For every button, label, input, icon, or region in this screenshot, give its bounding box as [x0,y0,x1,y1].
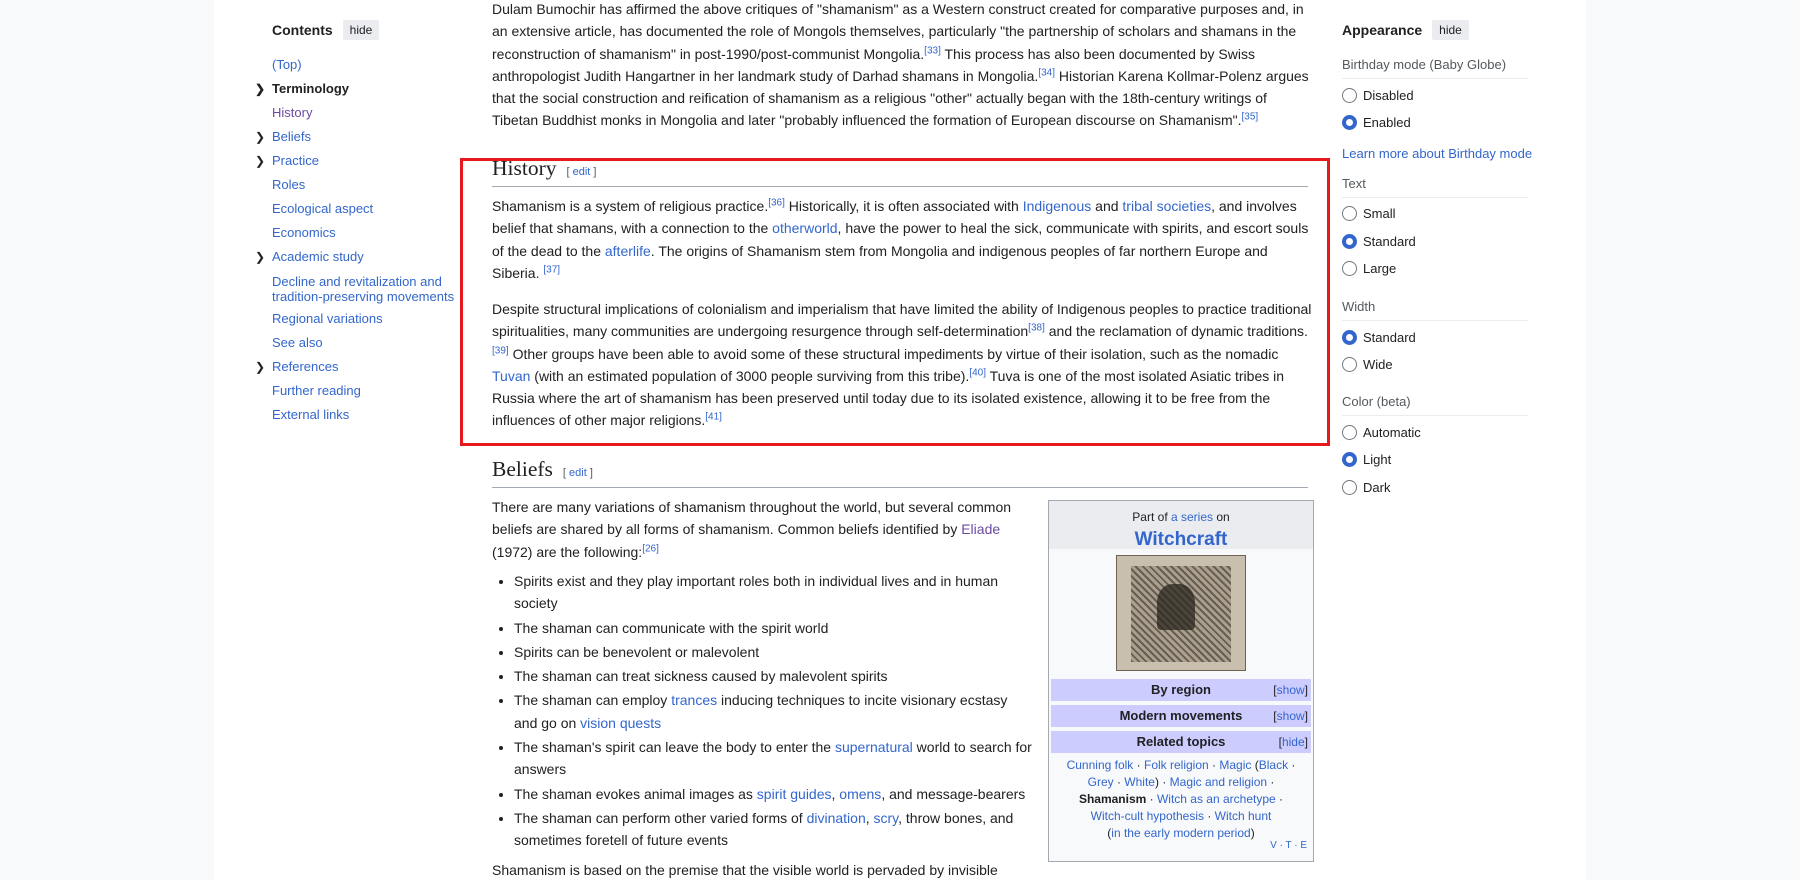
citation-38[interactable]: [38] [1028,322,1045,334]
citation-37[interactable]: [37] [543,264,561,276]
text: The shaman's spirit can leave the body to enter the [514,739,835,756]
toc-item-label: References [272,359,339,374]
toc-item-academic-study[interactable] [255,249,364,264]
toc-item-label: Practice [272,153,319,168]
intro-paragraph [492,0,1316,132]
toc-item-label: Beliefs [272,129,312,144]
row-label: Modern movements [1119,707,1243,723]
toc-header [272,20,379,40]
text: Dulam Bumochir has affirmed the above critiques of "shamanism" as a Western construct created for comparative purposes and, in an extensive article, has documented the role of Mongols themselves, particularly "the partnership of scholars and shamans in the reconstruction of shamanism" in post-1990/post-communist Mongolia. [492,1,1304,62]
list-item [514,783,1034,805]
citation-41[interactable]: [41] [705,411,722,423]
learn-more-link[interactable]: Learn more about Birthday mode [1342,146,1533,161]
list-item [514,807,1034,852]
list-item: • The shaman can treat sickness caused by malevolent spirits [514,665,1034,687]
radio-width-standard[interactable] [1342,330,1416,345]
toc-item-roles[interactable]: Roles [272,177,306,192]
page [214,0,1586,880]
toc-item-external-links[interactable]: External links [272,407,350,422]
link-afterlife[interactable]: afterlife [604,242,651,259]
toc-item-terminology[interactable] [255,81,350,96]
link-supernatural[interactable]: supernatural [834,739,913,756]
text: , throw bones, and sometimes foretell of future events [514,809,1014,849]
radio-label: Small [1363,206,1396,221]
radio-label: Disabled [1363,88,1414,103]
radio-icon[interactable] [1342,206,1357,221]
appearance-header [1342,20,1469,40]
toc-item-economics[interactable]: Economics [272,225,336,240]
link-tuvan[interactable]: Tuvan [492,367,531,384]
citation-36[interactable]: [36] [768,197,785,209]
beliefs-list [514,570,1034,854]
radio-label: Standard [1363,234,1416,249]
radio-icon[interactable] [1342,88,1357,103]
toc-item-decline[interactable]: Decline and revitalization and tradition-preserving movements [272,274,455,304]
list-item [514,689,1034,734]
divider [1342,320,1528,321]
text: The shaman can perform other varied forms of [514,809,807,826]
vte-links[interactable]: V · T · E [1270,839,1307,851]
text: Part of [1132,510,1171,524]
beliefs-intro [492,496,1032,563]
list-item: • Spirits can be benevolent or malevolent [514,641,1034,663]
radio-icon[interactable] [1342,261,1357,276]
text: Other groups have been able to avoid some of these structural impediments by virtue of their isolation, such as the nomadic [508,345,1279,362]
infobox-row-modern-movements [1051,705,1311,727]
beliefs-heading [492,458,593,484]
divider [1342,78,1528,79]
radio-color-dark[interactable] [1342,480,1390,495]
radio-text-large[interactable] [1342,261,1396,276]
text: (with an estimated population of 3000 people surviving from this tribe). [530,367,970,384]
toc-hide-button[interactable]: hide [343,20,380,40]
link-eliade[interactable]: Eliade [961,521,1001,538]
width-label: Width [1342,299,1376,314]
toggle-label[interactable]: hide [1281,734,1305,749]
section-title: Beliefs [492,457,553,481]
radio-birthday-enabled[interactable] [1342,115,1411,130]
toc-item-top[interactable]: (Top) [272,57,302,72]
link-tribal-societies[interactable]: tribal societies [1122,198,1212,214]
toc-item-ecological-aspect[interactable]: Ecological aspect [272,201,374,216]
toc-item-further-reading[interactable]: Further reading [272,383,361,398]
section-divider [492,487,1308,488]
list-item [514,736,1034,781]
toc-item-regional-variations[interactable]: Regional variations [272,311,383,326]
link-grey[interactable]: Grey [1087,775,1114,789]
link-cunning-folk[interactable]: Cunning folk [1066,758,1134,772]
toc-item-label: Academic study [272,249,364,264]
series-link[interactable]: a series [1170,510,1214,524]
toggle-label[interactable]: show [1276,708,1305,723]
row-label: By region [1151,681,1211,697]
appearance-hide-button[interactable]: hide [1432,20,1469,40]
link-indigenous[interactable]: Indigenous [1022,198,1092,214]
radio-checked-icon[interactable] [1342,234,1357,249]
list-item: • The shaman can communicate with the spirit world [514,617,1034,639]
radio-checked-icon[interactable] [1342,452,1357,467]
text: (1972) are the following: [492,543,643,560]
radio-icon[interactable] [1342,425,1357,440]
related-topics-links: Cunning folk · Folk religion · Magic (Black · Grey · White) · Magic and religion · Shamanism · Witch as an archetype · Witch-cult hypothesis · Witch hunt (in the early modern period) [1066,758,1296,840]
text: This process has also been documented by Swiss anthropologist Judith Hangartner in her landmark study of Darhad shamans in Mongolia. [492,45,1255,84]
text: , and message-bearers [881,785,1026,802]
citation-26[interactable]: [26] [642,542,659,554]
radio-label: Wide [1363,357,1393,372]
text: and [1091,198,1123,214]
radio-text-small[interactable] [1342,206,1396,221]
radio-label: Light [1363,452,1392,467]
witchcraft-infobox [1048,500,1314,862]
woodcut-image[interactable] [1116,555,1246,671]
toc-item-practice[interactable] [255,153,319,168]
text: Historian Karena Kollmar-Polenz argues that the social construction and reification of shamanism as a religious "other" actually began with the 18th-century writings of Tibetan Buddhist monks in Mongolia and later "probably influenced the formation of European discourse on Shamanism". [492,67,1309,129]
link-witch-cult-hypothesis[interactable]: Witch-cult hypothesis [1090,809,1204,823]
text: The shaman can employ [514,692,672,709]
appearance-title: Appearance [1342,22,1423,38]
citation-39[interactable]: [39] [492,344,509,356]
list-item: • Spirits exist and they play important roles both in individual lives and in human society [514,570,1034,615]
text: , [865,809,874,826]
infobox-part-of [1049,506,1313,528]
bracket: [ [562,467,570,479]
radio-label: Automatic [1363,425,1421,440]
link-divination[interactable]: divination [806,809,866,826]
section-title: History [492,156,557,180]
citation-35[interactable]: [35] [1241,111,1259,123]
text: Shamanism is a system of religious practice. [492,198,769,214]
link-early-modern[interactable]: in the early modern period [1111,826,1251,840]
divider [1342,197,1528,198]
text: , have the power to heal the sick, communicate with spirits, and escort souls of the dead to the [492,220,1309,259]
chevron-right-icon[interactable]: ❯ [255,250,266,264]
show-toggle[interactable]: [show] [1273,708,1308,723]
infobox-header [1049,501,1313,549]
toc-item-beliefs[interactable] [255,129,312,144]
link-trances[interactable]: trances [671,692,718,709]
bracket: ] [586,467,593,479]
chevron-right-icon[interactable]: ❯ [255,82,266,96]
toc-item-see-also[interactable]: See also [272,335,323,350]
toc-item-references[interactable] [255,359,339,374]
radio-color-automatic[interactable] [1342,425,1421,440]
link-spirit-guides[interactable]: spirit guides [756,785,832,802]
link-black[interactable]: Black [1258,758,1289,772]
link-vision-quests[interactable]: vision quests [580,714,662,731]
radio-checked-icon[interactable] [1342,330,1357,345]
infobox-row-by-region [1051,679,1311,701]
radio-label: Large [1363,261,1397,276]
link-magic[interactable]: Magic [1219,758,1252,772]
hide-toggle[interactable]: [hide] [1278,734,1308,749]
radio-label: Standard [1363,330,1416,345]
bracket: ] [590,166,597,178]
link-scry[interactable]: scry [873,809,899,826]
text: There are many variations of shamanism throughout the world, but several common beliefs are shared by all forms of shamanism. Common beliefs identified by [492,499,1012,538]
citation-33[interactable]: [33] [924,44,941,56]
text: and the reclamation of dynamic traditions. [1044,323,1308,340]
text: Tuva is one of the most isolated Asiatic tribes in Russia where the art of shamanism has been preserved until today due to its isolated existence, allowing it to be free from the influences of other major religions. [492,367,1285,429]
text: , [831,785,840,802]
beliefs-paragraph-2: Shamanism is based on the premise that the visible world is pervaded by invisible [492,862,998,878]
show-toggle[interactable]: [show] [1273,682,1308,697]
text: Historically, it is often associated with [784,198,1023,214]
link-witch-hunt[interactable]: Witch hunt [1214,809,1272,823]
radio-width-wide[interactable] [1342,357,1393,372]
link-white[interactable]: White [1124,775,1155,789]
citation-40[interactable]: [40] [969,367,986,379]
edit-link[interactable]: edit [572,166,591,178]
radio-label: Dark [1363,480,1391,495]
chevron-right-icon[interactable]: ❯ [255,130,266,144]
radio-icon[interactable] [1342,357,1357,372]
radio-birthday-disabled[interactable] [1342,88,1414,103]
infobox-title[interactable]: Witchcraft [1134,529,1228,551]
selection-highlight [460,158,1330,446]
link-omens[interactable]: omens [839,785,882,802]
row-label: Related topics [1136,733,1226,749]
toc-item-label: Terminology [272,81,350,96]
current-topic: Shamanism [1078,792,1147,806]
link-folk-religion[interactable]: Folk religion [1143,758,1209,772]
infobox-row-related-topics [1051,731,1311,753]
radio-icon[interactable] [1342,480,1357,495]
radio-color-light[interactable] [1342,452,1391,467]
citation-34[interactable]: [34] [1038,67,1055,79]
chevron-right-icon[interactable]: ❯ [255,154,266,168]
birthday-mode-label: Birthday mode (Baby Globe) [1342,57,1507,72]
radio-label: Enabled [1363,115,1411,130]
radio-text-standard[interactable] [1342,234,1416,249]
link-otherworld[interactable]: otherworld [772,220,838,237]
text-size-label: Text [1342,176,1366,191]
divider [1342,415,1528,416]
text: The shaman evokes animal images as [514,785,757,802]
link-witch-archetype[interactable]: Witch as an archetype [1156,792,1276,806]
toc-item-history[interactable]: History [272,105,313,120]
color-label: Color (beta) [1342,394,1411,409]
text: . The origins of Shamanism stem from Mongolia and indigenous peoples of far northern Europe and Siberia. [492,242,1268,281]
chevron-right-icon[interactable]: ❯ [255,360,266,374]
text: Despite structural implications of colonialism and imperialism that have limited the ability of Indigenous peoples to practice traditional spiritualities, many communities are undergoing resurgence through self-determination [492,301,1312,340]
text: on [1213,510,1230,524]
bracket: [ [566,166,573,178]
edit-link[interactable]: edit [569,467,587,479]
text: inducing techniques to incite visionary ecstasy and go on [514,692,1008,731]
text: , and involves belief that shamans, with a connection to the [492,198,1297,237]
radio-checked-icon[interactable] [1342,115,1357,130]
toc-title: Contents [272,22,333,38]
edit-section [563,462,593,484]
text: world to search for answers [514,739,1032,778]
toggle-label[interactable]: show [1276,682,1305,697]
link-magic-and-religion[interactable]: Magic and religion [1169,775,1268,789]
